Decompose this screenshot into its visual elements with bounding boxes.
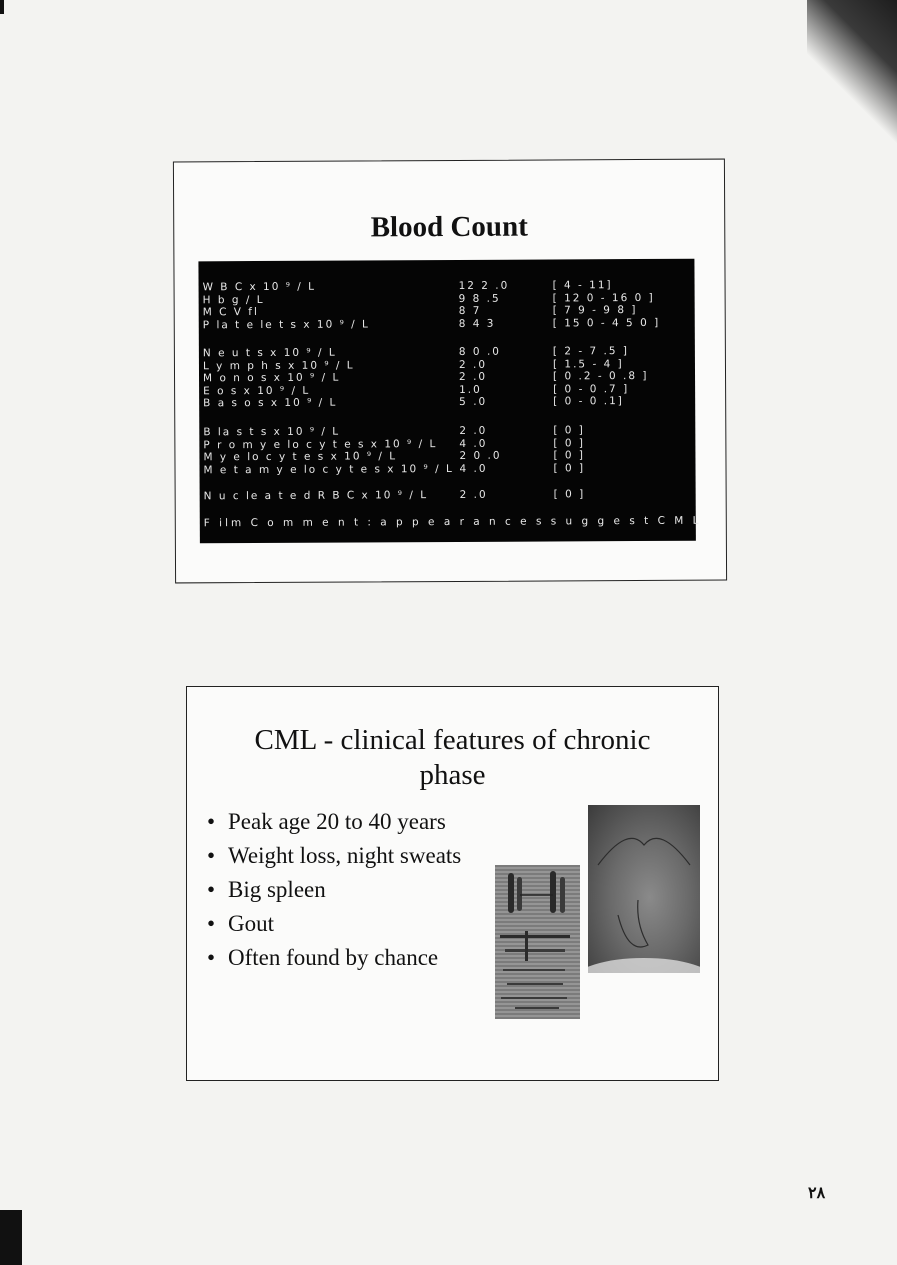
feature-text: Often found by chance — [228, 945, 439, 970]
blood-count-value: 4 .0 — [459, 437, 488, 450]
blood-count-label: B la s t s x 10 ⁹ / L — [203, 425, 341, 439]
blood-count-range: [ 0 ] — [553, 424, 585, 437]
blood-count-value: 1.0 — [459, 383, 482, 396]
blood-count-range: [ 0 - 0 .7 ] — [553, 382, 630, 395]
blood-count-label: M C V fl — [202, 305, 259, 319]
blood-count-range: [ 0 .2 - 0 .8 ] — [552, 369, 649, 383]
scan-corner-shadow — [807, 0, 897, 150]
feature-list — [207, 805, 461, 975]
blood-count-label: P la t e le t s x 10 ⁹ / L — [202, 317, 370, 331]
blood-count-value: 8 7 — [458, 304, 482, 317]
feature-list-item — [207, 941, 461, 975]
blood-count-range: [ 15 0 - 4 5 0 ] — [552, 316, 661, 329]
bullet-icon: • — [207, 809, 216, 834]
blood-count-label: L y m p h s x 10 ⁹ / L — [202, 358, 355, 372]
slide-title — [187, 723, 718, 793]
feature-text: Gout — [228, 911, 274, 936]
blood-count-range: [ 0 ] — [553, 461, 586, 474]
blood-count-label: B a s o s x 10 ⁹ / L — [203, 396, 338, 410]
blood-count-value: 9 8 .5 — [458, 292, 501, 305]
blood-count-value: 5 .0 — [459, 395, 488, 408]
blood-count-range: [ 12 0 - 16 0 ] — [552, 291, 655, 304]
blood-count-value: 12 2 .0 — [458, 279, 510, 292]
blood-count-row — [203, 395, 695, 410]
blood-count-range: [ 7 9 - 9 8 ] — [552, 304, 638, 317]
blood-count-range: [ 2 - 7 .5 ] — [552, 345, 629, 358]
blood-count-label: P r o m y e lo c y t e s x 10 ⁹ / L — [203, 437, 438, 451]
blood-count-range: [ 0 - 0 .1] — [553, 395, 624, 408]
bullet-icon: • — [207, 877, 216, 902]
blood-count-range: [ 4 - 11] — [552, 279, 613, 292]
splenomegaly-photo — [588, 805, 700, 973]
feature-list-item — [207, 907, 461, 941]
feature-text: Weight loss, night sweats — [228, 843, 462, 868]
bullet-icon: • — [207, 911, 216, 936]
blood-count-range: [ 1.5 - 4 ] — [552, 357, 624, 370]
scan-edge-mark — [0, 0, 4, 14]
blood-count-value: 2 .0 — [458, 370, 488, 383]
feature-text: Big spleen — [228, 877, 326, 902]
bullet-icon: • — [207, 843, 216, 868]
blood-count-label: N u c le a t e d R B C x 10 ⁹ / L — [203, 489, 429, 503]
blood-count-row — [203, 461, 695, 476]
bullet-icon: • — [207, 945, 216, 970]
blood-count-label: W B C x 10 ⁹ / L — [202, 280, 317, 294]
blood-count-row — [203, 316, 695, 331]
blood-count-label: M y e lo c y t e s x 10 ⁹ / L — [203, 450, 398, 464]
blood-count-table — [198, 259, 702, 544]
blood-count-label: M o n o s x 10 ⁹ / L — [203, 371, 341, 385]
film-comment: F ilm C o m m e n t : a p p e a r a n c e s s u g g e s t C M L — [203, 514, 702, 530]
slide-cml-clinical-features — [186, 686, 719, 1081]
abdomen-outline-drawing — [588, 805, 700, 973]
blood-count-range: [ 0 ] — [553, 488, 586, 501]
feature-list-item — [207, 873, 461, 907]
blood-count-value: 4 .0 — [459, 462, 488, 475]
blood-count-label: M e t a m y e lo c y t e s x 10 ⁹ / L — [203, 462, 454, 476]
blood-count-value: 2 .0 — [458, 358, 488, 371]
slide-title-line: CML - clinical features of chronic — [254, 724, 651, 756]
blood-count-label: E o s x 10 ⁹ / L — [203, 384, 311, 397]
blood-count-range: [ 0 ] — [553, 436, 585, 449]
feature-text: Peak age 20 to 40 years — [228, 809, 446, 834]
blood-count-label: N e u t s x 10 ⁹ / L — [202, 346, 337, 360]
feature-list-item — [207, 805, 461, 839]
blood-count-value: 8 4 3 — [458, 317, 496, 330]
chromosome-karyotype-drawing — [495, 865, 580, 1019]
blood-count-range: [ 0 ] — [553, 449, 586, 462]
blood-count-value: 8 0 .0 — [458, 345, 501, 358]
page-number: ٢٨ — [808, 1185, 826, 1202]
blood-count-row — [204, 488, 696, 503]
blood-count-value: 2 .0 — [459, 424, 488, 437]
blood-count-value: 2 .0 — [459, 488, 488, 501]
blood-count-label: H b g / L — [202, 293, 265, 306]
scan-edge-mark — [0, 1210, 22, 1265]
feature-list-item — [207, 839, 461, 873]
chromosome-karyotype-image — [495, 865, 580, 1019]
blood-count-value: 2 0 .0 — [459, 449, 502, 462]
slide-title-line: phase — [419, 759, 486, 791]
slide-title: Blood Count — [370, 210, 528, 244]
slide-blood-count — [173, 159, 727, 584]
